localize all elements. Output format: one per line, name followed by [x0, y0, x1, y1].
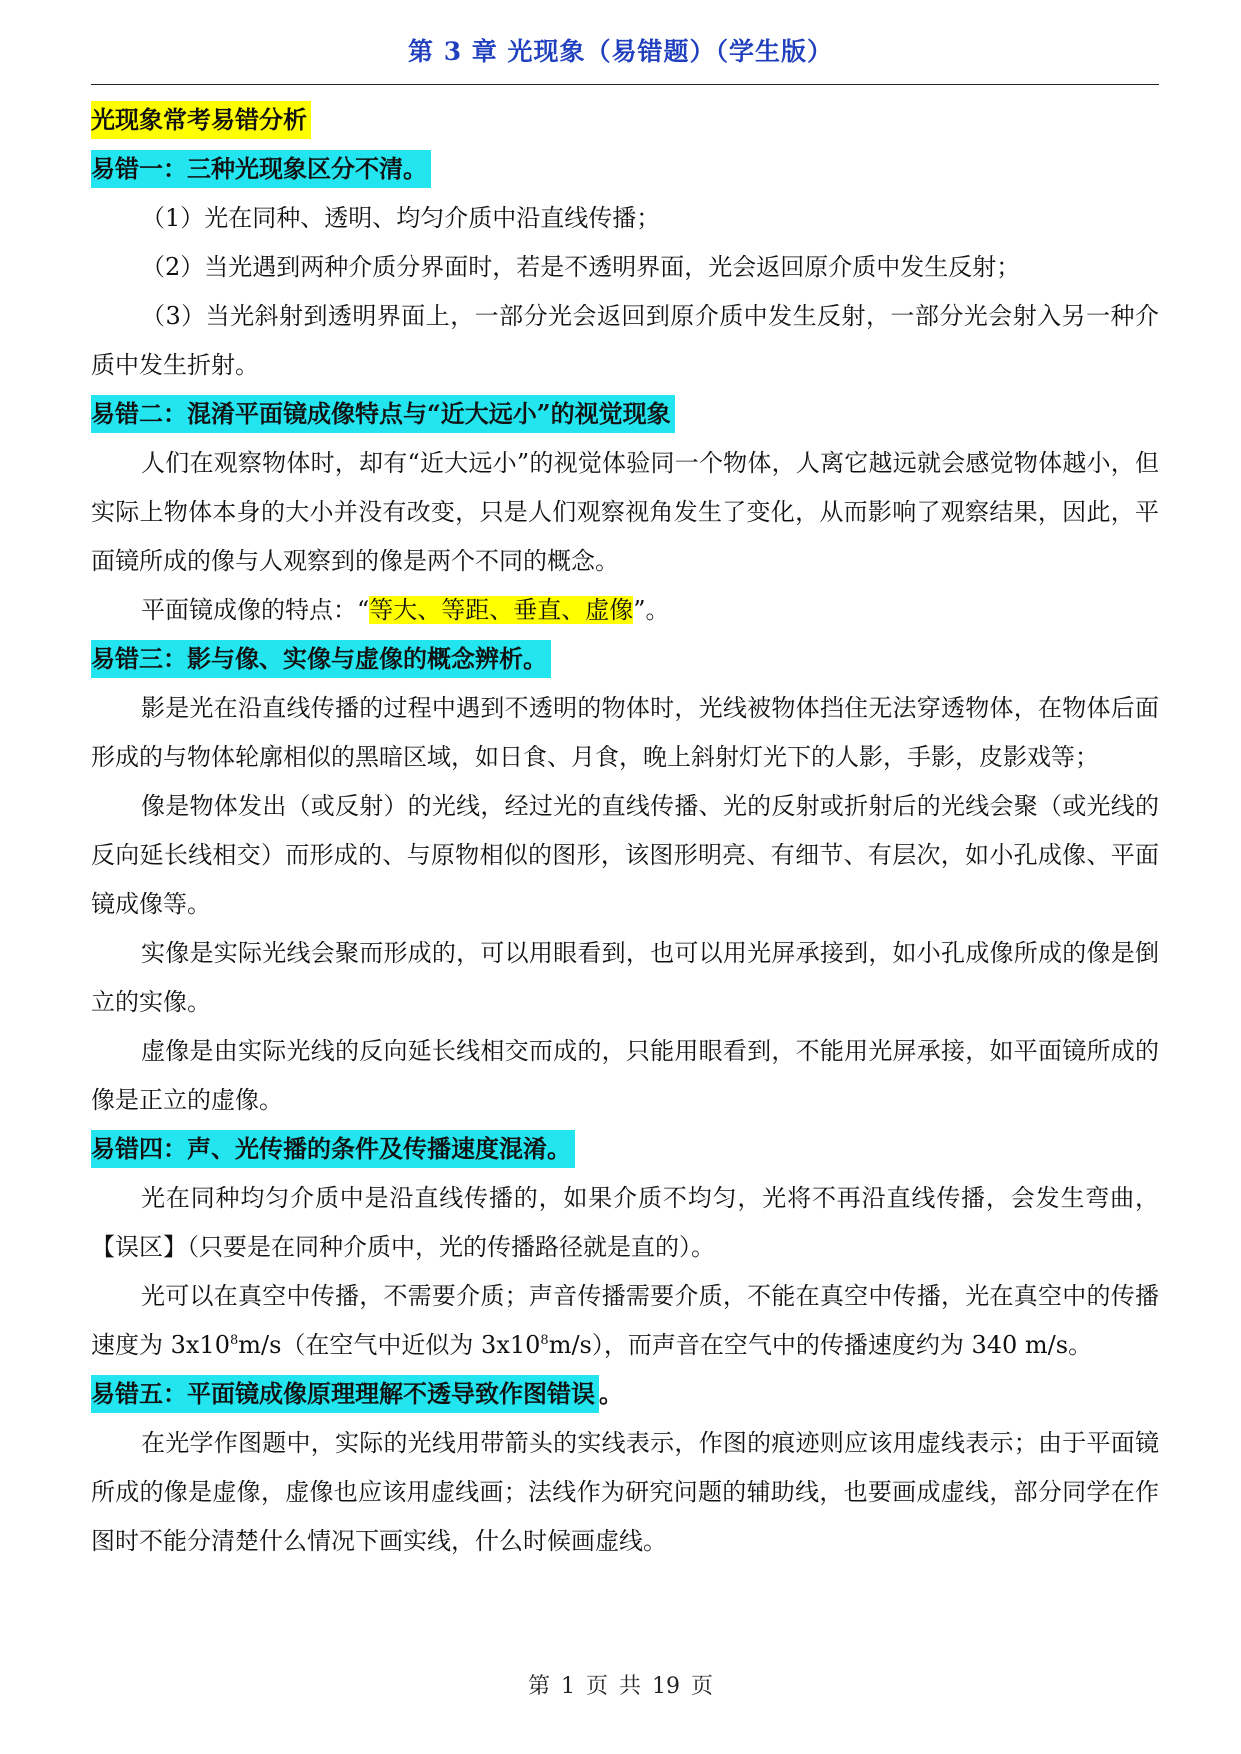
page-number-footer: 第 1 页 共 19 页: [528, 1674, 713, 1699]
page-header-title: 第 3 章 光现象（易错题）（学生版）: [407, 37, 833, 66]
section-4-paragraph-1: 光在同种均匀介质中是沿直线传播的，如果介质不均匀，光将不再沿直线传播，会发生弯曲，【误区】（只要是在同种介质中，光的传播路径就是直的）。: [91, 1184, 1159, 1261]
section-3-paragraph-2: 像是物体发出（或反射）的光线，经过光的直线传播、光的反射或折射后的光线会聚（或光线的反向延长线相交）而形成的、与原物相似的图形，该图形明亮、有细节、有层次，如小孔成像、平面镜成像等。: [91, 792, 1159, 918]
section-4-heading: 易错四：声、光传播的条件及传播速度混淆。: [91, 1130, 575, 1168]
section-2-heading-row: [91, 390, 1159, 439]
speed-text-c: m/s），而声音在空气中的传播速度约为 340 m/s。: [548, 1331, 1093, 1359]
section-3-heading-row: [91, 635, 1159, 684]
section-1-heading: 易错一：三种光现象区分不清。: [91, 150, 431, 188]
section-5-heading: 易错五：平面镜成像原理理解不透导致作图错误: [91, 1375, 599, 1413]
section-2-paragraph-1: 人们在观察物体时，却有“近大远小”的视觉体验同一个物体，人离它越远就会感觉物体越小，但实际上物体本身的大小并没有改变，只是人们观察视角发生了变化，从而影响了观察结果，因此，平面镜所成的像与人观察到的像是两个不同的概念。: [91, 449, 1159, 575]
section-3-paragraph-4: 虚像是由实际光线的反向延长线相交而成的，只能用眼看到，不能用光屏承接，如平面镜所成的像是正立的虚像。: [91, 1037, 1159, 1114]
mirror-feature-prefix: 平面镜成像的特点：“: [141, 596, 370, 624]
exponent-2: 8: [540, 1333, 549, 1348]
section-3-heading: 易错三：影与像、实像与虚像的概念辨析。: [91, 640, 551, 678]
section-5-paragraph-1: 在光学作图题中，实际的光线用带箭头的实线表示，作图的痕迹则应该用虚线表示；由于平面镜所成的像是虚像，虚像也应该用虚线画；法线作为研究问题的辅助线，也要画成虚线，部分同学在作图时不能分清楚什么情况下画实线，什么时候画虚线。: [91, 1429, 1159, 1555]
main-heading-row: [91, 96, 1159, 145]
section-1-item-2: （2）当光遇到两种介质分界面时，若是不透明界面，光会返回原介质中发生反射；: [141, 253, 1021, 281]
speed-text-b: m/s（在空气中近似为 3x10: [238, 1331, 541, 1359]
document-body: [91, 96, 1159, 1566]
section-2-paragraph-2: [91, 586, 1159, 635]
speed-text-a: 光可以在真空中传播，不需要介质；声音传播需要介质，不能在真空中传播，光在真空中的传播速度为 3x10: [91, 1282, 1159, 1359]
section-5-heading-row: [91, 1370, 1159, 1419]
exponent-1: 8: [229, 1333, 239, 1348]
header-divider: [91, 84, 1159, 85]
section-1-item-3: （3）当光斜射到透明界面上，一部分光会返回到原介质中发生反射，一部分光会射入另一种介质中发生折射。: [91, 302, 1159, 379]
mirror-feature-highlight: 等大、等距、垂直、虚像: [369, 596, 634, 624]
section-1-heading-row: [91, 145, 1159, 194]
section-3-paragraph-1: 影是光在沿直线传播的过程中遇到不透明的物体时，光线被物体挡住无法穿透物体，在物体后面形成的与物体轮廓相似的黑暗区域，如日食、月食，晚上斜射灯光下的人影，手影，皮影戏等；: [91, 694, 1159, 771]
section-3-paragraph-3: 实像是实际光线会聚而形成的，可以用眼看到，也可以用光屏承接到，如小孔成像所成的像是倒立的实像。: [91, 939, 1159, 1016]
section-2-heading: 易错二：混淆平面镜成像特点与“近大远小”的视觉现象: [91, 395, 675, 433]
section-4-paragraph-2: [91, 1272, 1159, 1370]
section-4-heading-row: [91, 1125, 1159, 1174]
section-1-item-1: （1）光在同种、透明、均匀介质中沿直线传播；: [141, 204, 661, 232]
mirror-feature-suffix: ”。: [633, 596, 670, 624]
main-heading: 光现象常考易错分析: [91, 101, 311, 139]
section-5-heading-tail: 。: [599, 1379, 623, 1408]
